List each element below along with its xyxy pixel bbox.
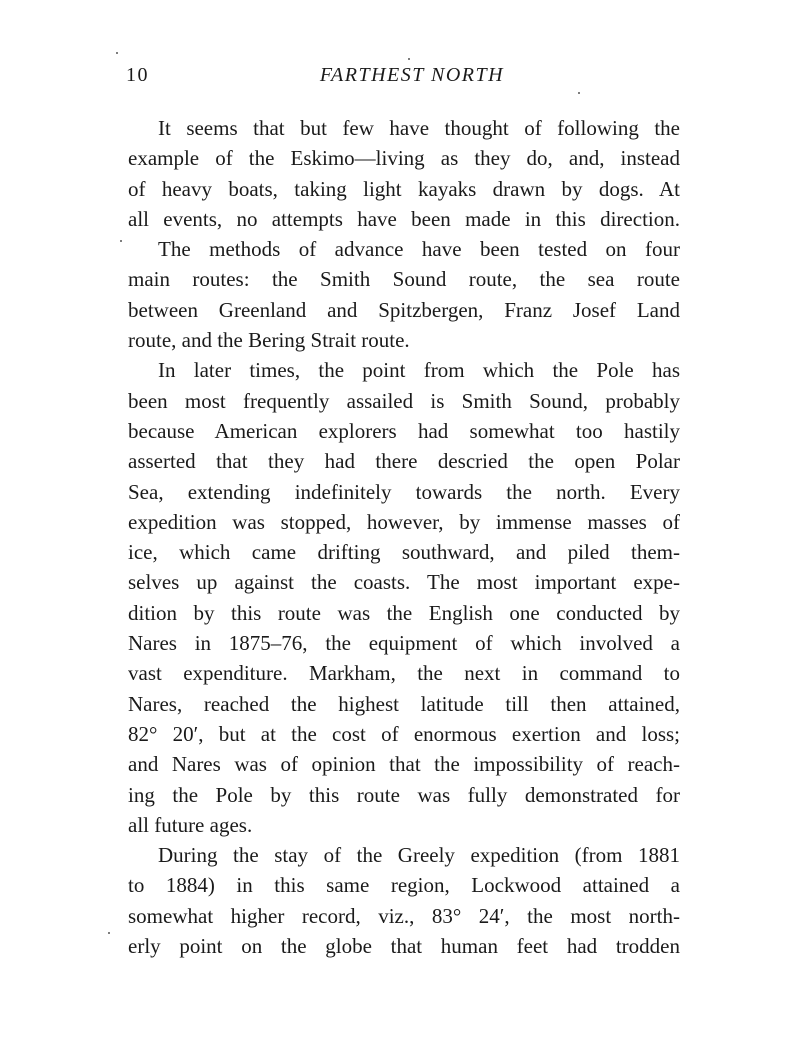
- page-number: 10: [126, 64, 149, 86]
- text-line: somewhat higher record, viz., 83° 24′, the most north-: [128, 903, 680, 928]
- print-speck: [116, 52, 118, 54]
- text-line: vast expenditure. Markham, the next in command to: [128, 661, 680, 686]
- text-line: asserted that they had there descried the open Polar: [128, 449, 680, 474]
- text-line: Nares in 1875–76, the equipment of which involved a: [128, 631, 680, 656]
- text-line: been most frequently assailed is Smith Sound, probably: [128, 388, 680, 413]
- text-line: dition by this route was the English one conducted by: [128, 600, 680, 625]
- text-line: Sea, extending indefinitely towards the north. Every: [128, 479, 680, 504]
- print-speck: [108, 932, 110, 934]
- running-head: [126, 64, 678, 92]
- text-line: and Nares was of opinion that the impossibility of reach-: [128, 752, 680, 777]
- text-line: 82° 20′, but at the cost of enormous exertion and loss;: [128, 721, 680, 746]
- text-line: It seems that but few have thought of following the: [158, 116, 680, 140]
- text-line: all events, no attempts have been made in this direction.: [128, 206, 680, 231]
- text-line: ice, which came drifting southward, and piled them-: [128, 540, 680, 565]
- text-line: selves up against the coasts. The most important expe-: [128, 570, 680, 595]
- text-line: to 1884) in this same region, Lockwood attained a: [128, 873, 680, 898]
- text-line: route, and the Bering Strait route.: [128, 328, 410, 353]
- text-line: because American explorers had somewhat too hastily: [128, 418, 680, 443]
- text-line: The methods of advance have been tested on four: [158, 237, 680, 262]
- text-line: expedition was stopped, however, by immense masses of: [128, 509, 680, 534]
- running-title: FARTHEST NORTH: [319, 64, 505, 86]
- print-speck: [578, 92, 580, 94]
- print-speck: [120, 240, 122, 242]
- text-line: between Greenland and Spitzbergen, Franz Josef Land: [128, 297, 680, 322]
- text-line: example of the Eskimo—living as they do, and, instead: [128, 146, 680, 171]
- text-line: erly point on the globe that human feet had trodden: [128, 934, 680, 959]
- text-line: In later times, the point from which the Pole has: [158, 358, 680, 383]
- text-line: During the stay of the Greely expedition (from 1881: [158, 843, 680, 868]
- body-text: [128, 113, 680, 961]
- text-line: of heavy boats, taking light kayaks drawn by dogs. At: [128, 176, 680, 201]
- text-line: main routes: the Smith Sound route, the sea route: [128, 267, 680, 292]
- text-line: all future ages.: [128, 812, 253, 837]
- print-speck: [408, 58, 410, 60]
- text-line: Nares, reached the highest latitude till then attained,: [128, 691, 680, 716]
- text-line: ing the Pole by this route was fully demonstrated for: [128, 782, 680, 807]
